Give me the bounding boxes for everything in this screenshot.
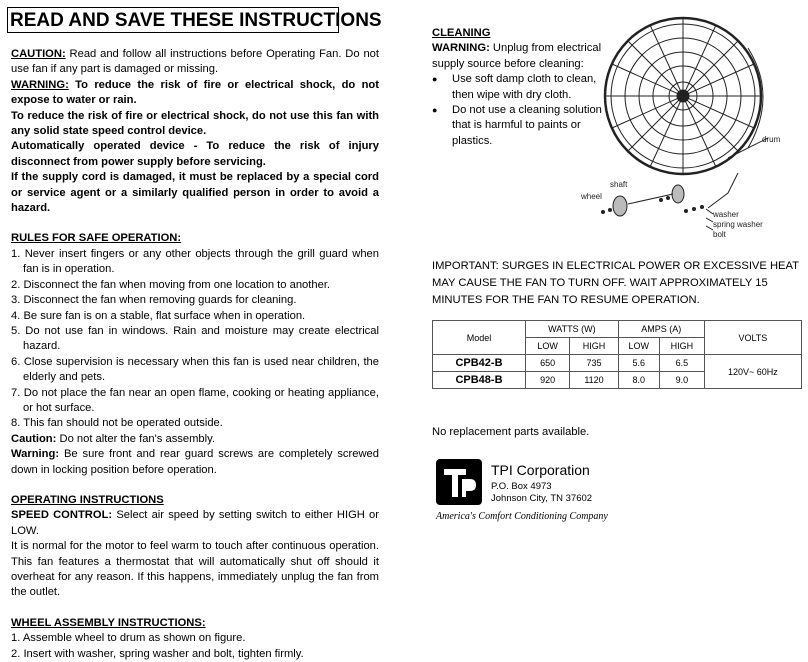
watts-high-cell: 1120 [570, 372, 618, 389]
label-drum: drum [762, 135, 781, 144]
warning-text: To reduce the risk of fire or electrical shock, do not expose to water or rain. [11, 78, 379, 107]
cleaning-heading: CLEANING [432, 27, 491, 39]
wheel-step: 1. Assemble wheel to drum as shown on figure. [11, 632, 246, 645]
rules-warning-label: Warning: [11, 448, 60, 461]
warning-supply-cord: If the supply cord is damaged, it must be replaced by a special cord or service agent or a similarly qualified person in order to avoid a hazard. [11, 171, 379, 215]
tpi-logo [436, 459, 482, 505]
watts-high-cell: 735 [570, 355, 618, 372]
watts-low-cell: 650 [526, 355, 570, 372]
rule-item: 6. Close supervision is necessary when this fan is used near children, the elderly and pets. [11, 355, 379, 384]
rules-list [11, 247, 379, 432]
warning-label: WARNING: [11, 78, 69, 91]
rules-caution-label: Caution: [11, 432, 57, 445]
speed-control-label: SPEED CONTROL: [11, 509, 113, 522]
bullet-icon: ● [432, 74, 438, 85]
rules-caution [11, 432, 379, 447]
label-spring-washer: spring washer [713, 220, 763, 229]
important-notice: IMPORTANT: SURGES IN ELECTRICAL POWER OR EXCESSIVE HEAT MAY CAUSE THE FAN TO TURN OFF. WAIT APPROXIMATELY 15 MINUTES FOR THE FAN TO RESUME OPERATION. [432, 260, 799, 306]
spec-table [432, 320, 802, 389]
label-washer: washer [713, 210, 739, 219]
address-line: P.O. Box 4973 [491, 481, 552, 492]
label-shaft: shaft [610, 180, 628, 189]
model-cell: CPB42-B [433, 355, 526, 372]
page-title: READ AND SAVE THESE INSTRUCTIONS [7, 7, 339, 33]
rules-heading: RULES FOR SAFE OPERATION: [11, 232, 182, 245]
amps-high-cell: 6.5 [659, 355, 704, 372]
speed-control-text: Select air speed by setting switch to either HIGH or LOW. [11, 509, 379, 537]
company-address [491, 481, 592, 505]
wheel-assembly-heading: WHEEL ASSEMBLY INSTRUCTIONS: [11, 616, 206, 629]
warning-speed-control: To reduce the risk of fire or electrical shock, do not use this fan with any solid state speed control device. [11, 109, 379, 138]
model-cell: CPB48-B [433, 372, 526, 389]
tpi-logo-icon [436, 459, 482, 505]
rules-warning-text: Be sure front and rear guard screws are completely screwed down in locking position before operation. [11, 448, 379, 476]
no-replacement-parts: No replacement parts available. [432, 426, 590, 438]
fan-wheel-assembly-figure [578, 8, 806, 248]
address-line: Johnson City, TN 37602 [491, 493, 593, 504]
rule-item: 7. Do not place the fan near an open flame, cooking or heating appliance, or hot surface. [11, 386, 379, 414]
company-name: TPI Corporation [491, 462, 590, 478]
amps-low-cell: 8.0 [618, 372, 659, 389]
table-row [433, 355, 802, 372]
header-amps-high: HIGH [659, 338, 704, 355]
amps-high-cell: 9.0 [659, 372, 704, 389]
wheel-step: 2. Insert with washer, spring washer and bolt, tighten firmly. [11, 647, 304, 660]
rules-caution-text: Do not alter the fan's assembly. [56, 432, 216, 445]
header-watts: WATTS (W) [526, 321, 619, 338]
volts-cell: 120V~ 60Hz [704, 355, 801, 389]
label-bolt: bolt [713, 230, 726, 239]
caution-text: Read and follow all instructions before Operating Fan. Do not use fan if any part is damaged or missing. [11, 48, 379, 76]
cleaning-section [432, 26, 602, 149]
rule-item: 4. Be sure fan is on a stable, flat surface when in operation. [11, 309, 306, 322]
cleaning-warning-label: WARNING: [432, 42, 490, 55]
rule-item: 2. Disconnect the fan when moving from one location to another. [11, 278, 331, 291]
header-amps: AMPS (A) [618, 321, 704, 338]
caution-paragraph [11, 47, 379, 78]
bullet-icon: ● [432, 105, 438, 116]
rule-item: 8. This fan should not be operated outside. [11, 417, 223, 430]
speed-control-paragraph [11, 508, 379, 539]
warning-fire-water [11, 78, 379, 109]
label-wheel: wheel [581, 192, 602, 201]
header-amps-low: LOW [618, 338, 659, 355]
rules-warning [11, 447, 379, 478]
operating-text: It is normal for the motor to feel warm to touch after continuous operation. This fan features a thermostat that will automatically shut off should it overheat for any reason. If this happens, immediately unplug the fan from the outlet. [11, 540, 379, 599]
header-model: Model [433, 321, 526, 355]
rule-item: 3. Disconnect the fan when removing guards for cleaning. [11, 294, 297, 307]
left-column [11, 47, 379, 662]
header-watts-low: LOW [526, 338, 570, 355]
amps-low-cell: 5.6 [618, 355, 659, 372]
operating-heading: OPERATING INSTRUCTIONS [11, 493, 164, 506]
watts-low-cell: 920 [526, 372, 570, 389]
rule-item: 1. Never insert fingers or any other objects through the grill guard when fan is in operation. [11, 247, 379, 276]
cleaning-warning [432, 41, 602, 72]
cleaning-bullet: ● Use soft damp cloth to clean, then wipe with dry cloth. [432, 72, 602, 103]
warning-auto-device: Automatically operated device - To reduce the risk of injury disconnect from power supply before servicing. [11, 140, 379, 168]
caution-label: CAUTION: [11, 48, 66, 60]
cleaning-warning-text: Unplug from electrical supply source before cleaning: [432, 42, 602, 70]
header-volts: VOLTS [704, 321, 801, 355]
header-watts-high: HIGH [570, 338, 618, 355]
company-tagline: America's Comfort Conditioning Company [436, 511, 608, 522]
rule-item: 5. Do not use fan in windows. Rain and moisture may create electrical hazard. [11, 324, 379, 353]
cleaning-bullet: ● Do not use a cleaning solution that is harmful to paints or plastics. [432, 103, 602, 149]
